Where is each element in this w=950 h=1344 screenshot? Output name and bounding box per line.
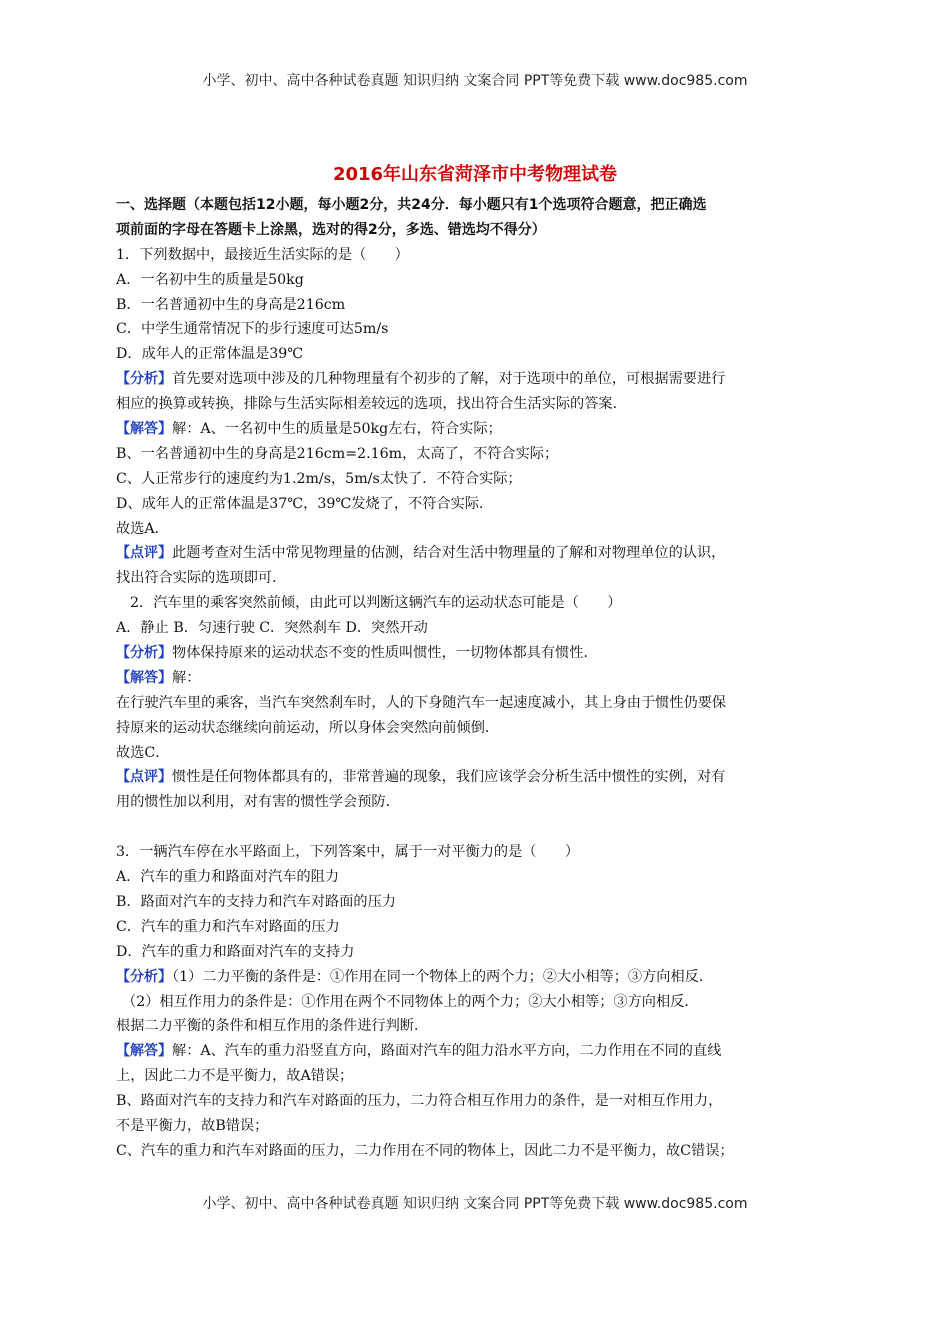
- page-footer: 小学、初中、高中各种试卷真题 知识归纳 文案合同 PPT等免费下载 www.doc985.com: [202, 1196, 748, 1212]
- q3-option-a: A．汽车的重力和路面对汽车的阻力: [116, 869, 340, 886]
- answer-tag: 【解答】: [116, 669, 172, 686]
- q1-comment-cont: 找出符合实际的选项即可．: [116, 570, 287, 587]
- q2-answer-line-1: 在行驶汽车里的乘客，当汽车突然刹车时，人的下身随汽车一起速度减小，其上身由于惯性仍要保: [116, 694, 727, 711]
- section-heading-line-1: 一、选择题（本题包括12小题，每小题2分，共24分．每小题只有1个选项符合题意，把正确选: [116, 197, 707, 213]
- q3-option-b: B．路面对汽车的支持力和汽车对路面的压力: [116, 893, 396, 910]
- q3-answer: 【解答】解：A、汽车的重力沿竖直方向，路面对汽车的阻力沿水平方向，二力作用在不同的直线: [116, 1043, 722, 1060]
- q1-choice: 故选A．: [116, 520, 169, 537]
- q1-comment: 【点评】此题考查对生活中常见物理量的估测，结合对生活中物理量的了解和对物理单位的认识，: [116, 545, 726, 562]
- q2-analysis: 【分析】物体保持原来的运动状态不变的性质叫惯性，一切物体都具有惯性．: [116, 645, 598, 662]
- answer-tag: 【解答】: [116, 421, 172, 438]
- analysis-tag: 【分析】: [116, 645, 172, 662]
- q2-stem: 2．汽车里的乘客突然前倾，由此可以判断这辆汽车的运动状态可能是（ ）: [130, 595, 622, 612]
- q1-answer-d: D、成年人的正常体温是37℃，39℃发烧了，不符合实际．: [116, 495, 494, 512]
- q1-option-a: A．一名初中生的质量是50kg: [116, 271, 304, 288]
- section-heading-line-2: 项前面的字母在答题卡上涂黑，选对的得2分，多选、错选均不得分）: [116, 221, 546, 238]
- q1-option-b: B．一名普通初中生的身高是216cm: [116, 296, 346, 313]
- q1-answer-b: B、一名普通初中生的身高是216cm=2.16m，太高了，不符合实际；: [116, 445, 559, 462]
- q2-answer: 【解答】解：: [116, 669, 201, 686]
- q3-analysis-line-3: 根据二力平衡的条件和相互作用的条件进行判断．: [116, 1018, 429, 1035]
- q3-answer-line-2: 上，因此二力不是平衡力，故A错误；: [116, 1068, 354, 1085]
- q2-comment: 【点评】惯性是任何物体都具有的，非常普遍的现象，我们应该学会分析生活中惯性的实例，对有: [116, 769, 726, 786]
- comment-tag: 【点评】: [116, 545, 172, 562]
- q1-stem: 1．下列数据中，最接近生活实际的是（ ）: [116, 246, 409, 263]
- q3-answer-line-5: C、汽车的重力和汽车对路面的压力，二力作用在不同的物体上，因此二力不是平衡力，故C错误；: [116, 1142, 734, 1159]
- q1-analysis-cont: 相应的换算或转换，排除与生活实际相差较远的选项，找出符合生活实际的答案．: [116, 396, 627, 413]
- q1-answer: 【解答】解：A、一名初中生的质量是50kg左右，符合实际；: [116, 421, 502, 438]
- q3-analysis: 【分析】（1）二力平衡的条件是：①作用在同一个物体上的两个力；②大小相等；③方向相反．: [116, 968, 714, 985]
- q1-answer-c: C、人正常步行的速度约为1.2m/s，5m/s太快了．不符合实际；: [116, 470, 522, 487]
- q3-option-d: D．汽车的重力和路面对汽车的支持力: [116, 943, 355, 960]
- document-body: [116, 193, 838, 1164]
- q3-analysis-line-2: （2）相互作用力的条件是：①作用在两个不同物体上的两个力；②大小相等；③方向相反．: [122, 993, 699, 1010]
- page-title: 2016年山东省菏泽市中考物理试卷: [332, 164, 618, 185]
- analysis-tag: 【分析】: [116, 371, 172, 388]
- q2-comment-cont: 用的惯性加以利用，对有害的惯性学会预防．: [116, 794, 400, 811]
- q3-option-c: C．汽车的重力和汽车对路面的压力: [116, 918, 340, 935]
- q3-stem: 3．一辆汽车停在水平路面上，下列答案中，属于一对平衡力的是（ ）: [116, 844, 580, 861]
- q1-option-d: D．成年人的正常体温是39℃: [116, 346, 304, 363]
- page-header: 小学、初中、高中各种试卷真题 知识归纳 文案合同 PPT等免费下载 www.doc985.com: [202, 73, 748, 89]
- q3-answer-line-3: B、路面对汽车的支持力和汽车对路面的压力，二力符合相互作用力的条件，是一对相互作用力，: [116, 1093, 723, 1110]
- comment-tag: 【点评】: [116, 769, 172, 786]
- spacer: [116, 815, 838, 840]
- q2-choice: 故选C．: [116, 744, 170, 761]
- q2-options: A．静止 B．匀速行驶 C．突然刹车 D．突然开动: [116, 620, 428, 637]
- q2-answer-line-2: 持原来的运动状态继续向前运动，所以身体会突然向前倾倒．: [116, 719, 500, 736]
- q3-answer-line-4: 不是平衡力，故B错误；: [116, 1117, 269, 1134]
- q1-analysis: 【分析】首先要对选项中涉及的几种物理量有个初步的了解，对于选项中的单位，可根据需要进行: [116, 371, 726, 388]
- q1-option-c: C．中学生通常情况下的步行速度可达5m/s: [116, 321, 389, 338]
- answer-tag: 【解答】: [116, 1043, 172, 1060]
- analysis-tag: 【分析】: [116, 968, 172, 985]
